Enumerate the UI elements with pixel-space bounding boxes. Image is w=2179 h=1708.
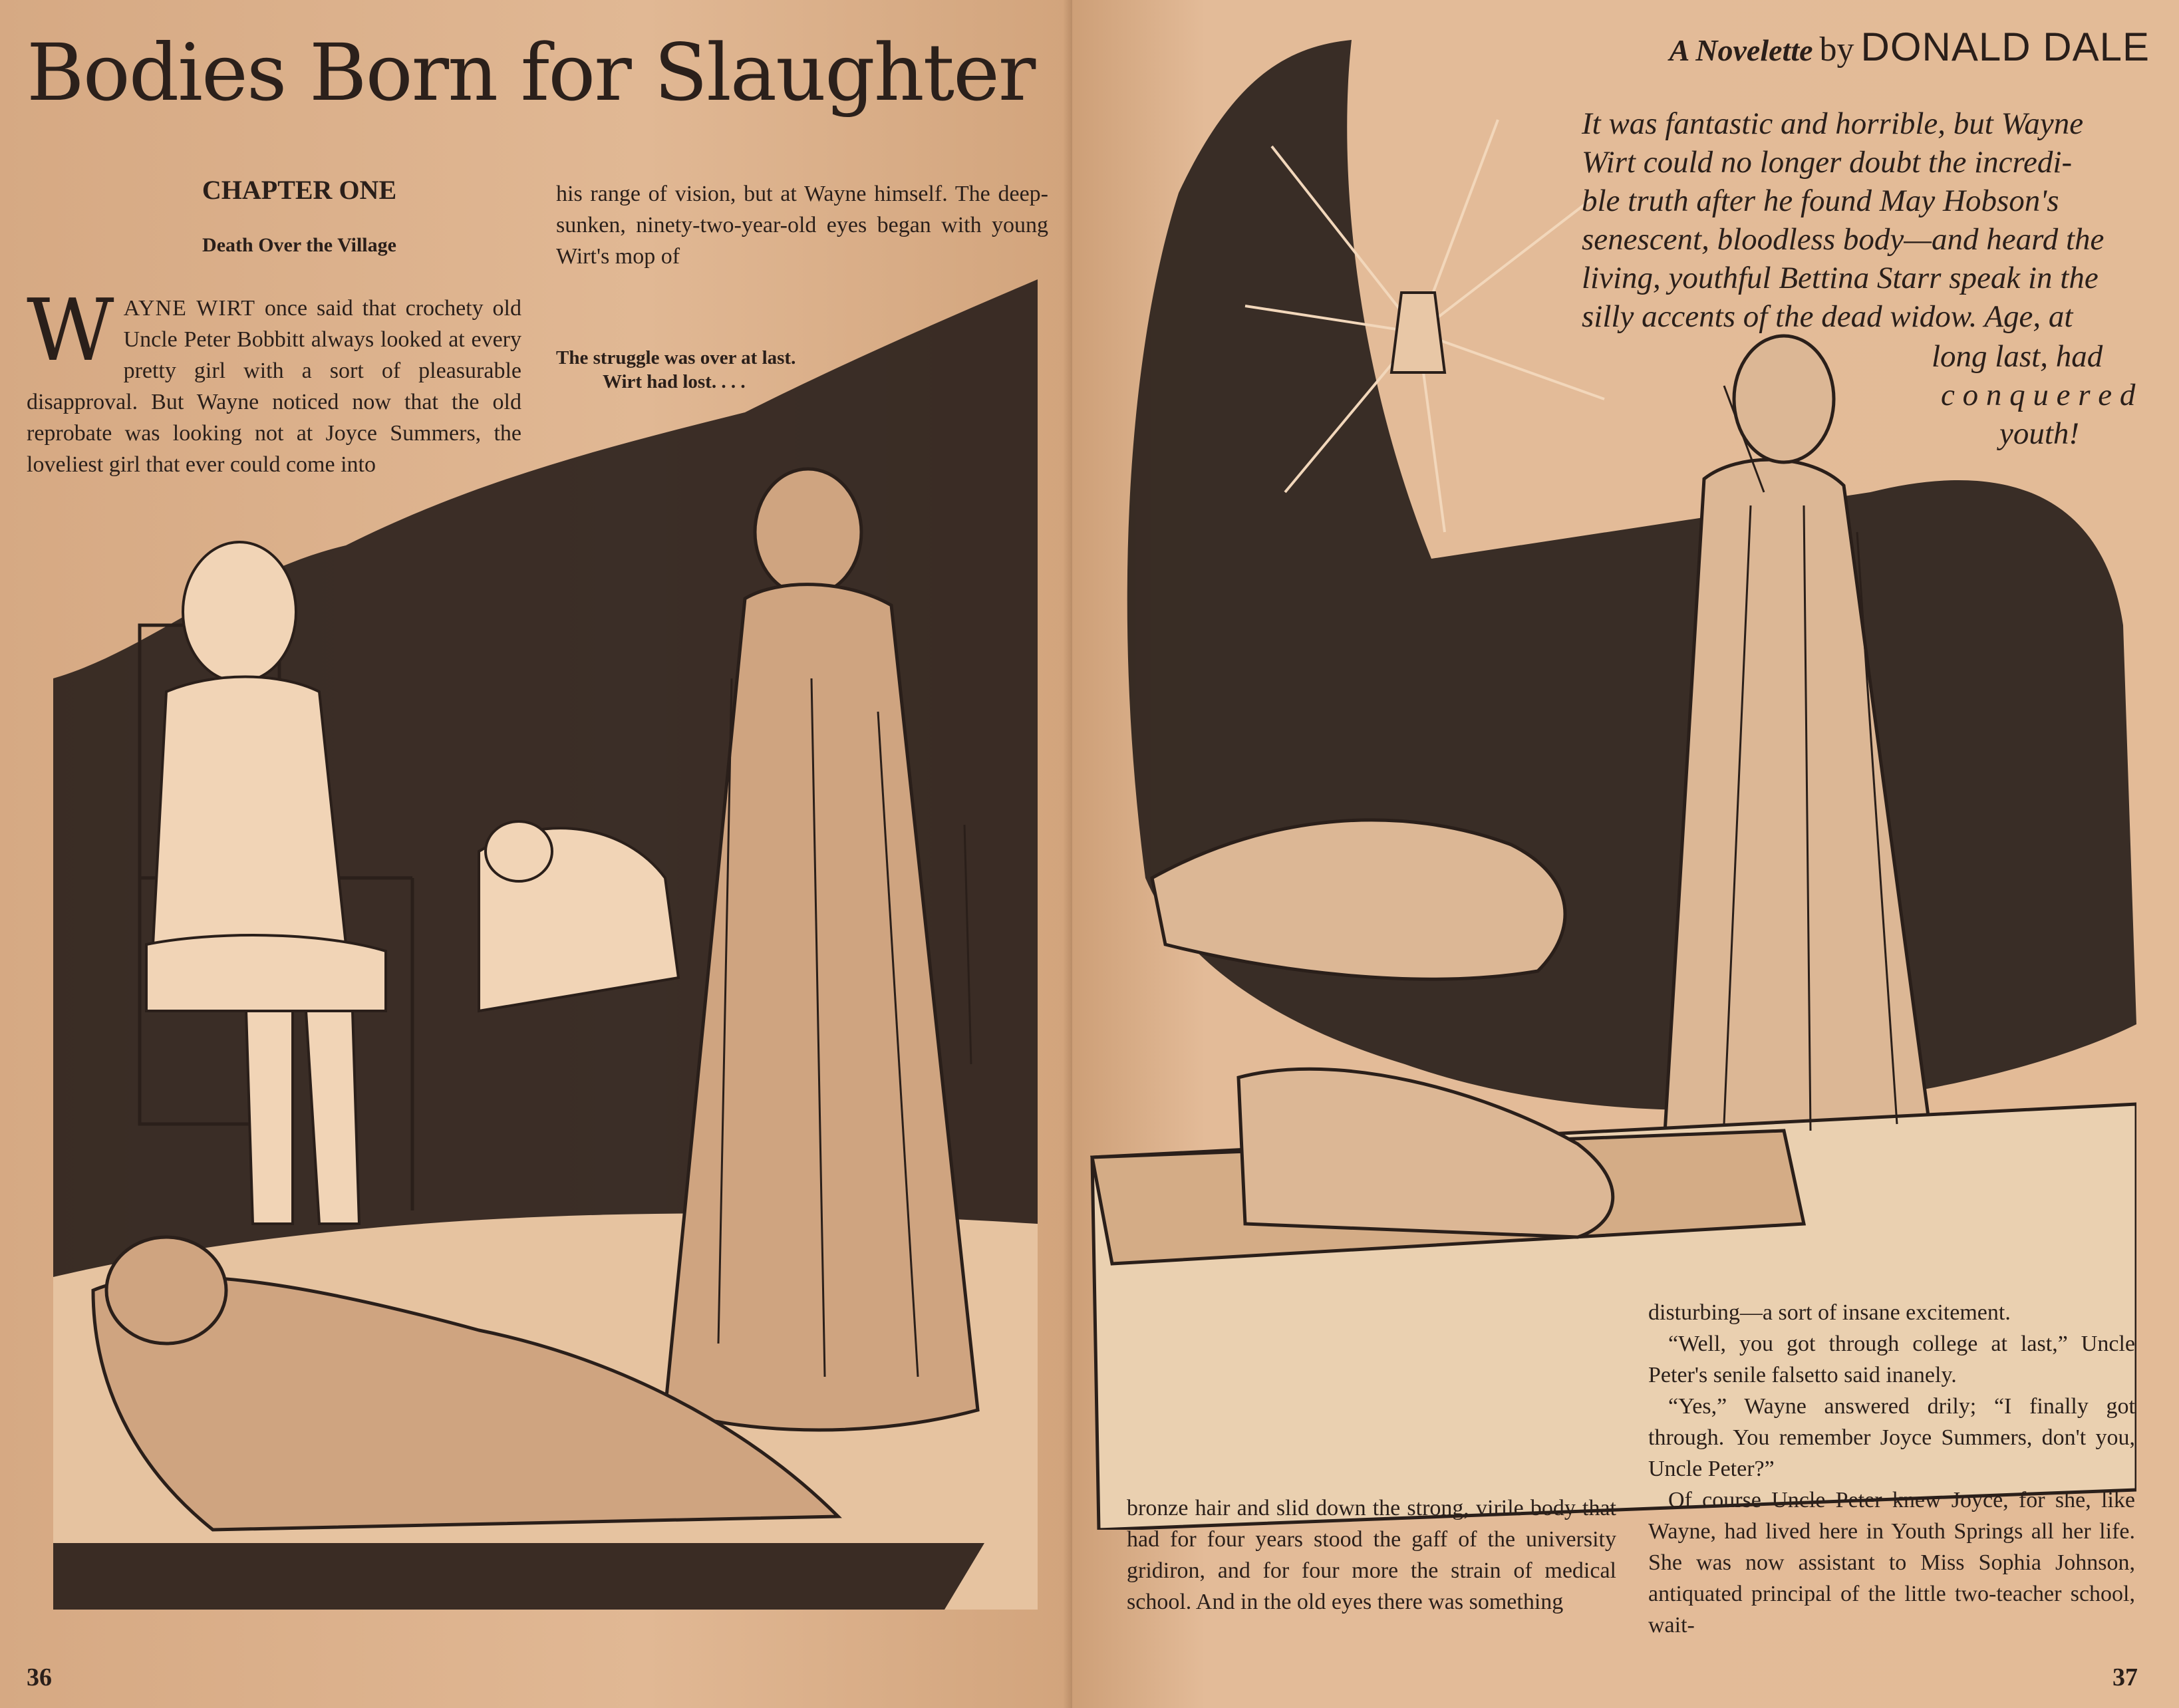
teaser-line: living, youthful Bettina Starr speak in the bbox=[1582, 261, 2099, 295]
byline bbox=[1670, 24, 2150, 70]
page-number: 37 bbox=[2112, 1663, 2138, 1691]
chapter-heading: CHAPTER ONE bbox=[202, 175, 397, 205]
teaser-line: Wirt could no longer doubt the incredi- bbox=[1582, 145, 2073, 180]
drop-cap: W bbox=[27, 281, 114, 380]
caption-line: Wirt had lost. . . . bbox=[603, 371, 746, 392]
paragraph-text: bronze hair and slid down the strong, virile body that had for four years stood the gaff of the university gridiron, and for four more the strain of medical school. And in the old eyes there was something bbox=[1127, 1496, 1616, 1614]
left-illustration bbox=[13, 279, 1051, 1649]
teaser-line: c o n q u e r e d bbox=[1941, 378, 2136, 412]
paragraph-text: “Yes,” Wayne answered drily; “I finally got through. You remember Joyce Summers, don't you, Uncle Peter?” bbox=[1648, 1394, 2135, 1481]
paragraph-text: “Well, you got through college at last,” Uncle Peter's senile falsetto said inanely. bbox=[1648, 1332, 2135, 1387]
teaser-line: long last, had bbox=[1932, 339, 2103, 374]
by-label: by bbox=[1819, 31, 1854, 69]
author-name: DONALD DALE bbox=[1860, 25, 2150, 69]
teaser-line: It was fantastic and horrible, but Wayne bbox=[1582, 106, 2084, 141]
chapter-subtitle: Death Over the Village bbox=[202, 234, 396, 256]
right-column-2 bbox=[1648, 1297, 2135, 1641]
paragraph-text: his range of vision, but at Wayne himself. The deep-sunken, ninety-two-year-old eyes began with young Wirt's mop of bbox=[556, 182, 1048, 269]
paragraph-text: Of course Uncle Peter knew Joyce, for she, like Wayne, had lived here in Youth Springs all her life. She was now assistant to Miss Sophia Johnson, antiquated principal of the little two-teacher school, wait- bbox=[1648, 1488, 2135, 1637]
left-page bbox=[0, 0, 1072, 1708]
left-column-2 bbox=[556, 178, 1048, 272]
page-number: 36 bbox=[27, 1663, 52, 1691]
caption-line: The struggle was over at last. bbox=[556, 347, 796, 368]
paragraph-text: disturbing—a sort of insane excitement. bbox=[1648, 1300, 2011, 1325]
teaser-line: silly accents of the dead widow. Age, at bbox=[1582, 299, 2073, 334]
right-column-1 bbox=[1127, 1493, 1616, 1618]
right-page bbox=[1072, 0, 2179, 1708]
paragraph-text: once said that crochety old Uncle Peter Bobbitt always looked at every pretty girl with a sort of pleasurable disapproval. But Wayne noticed now that the old reprobate was looking not at Joyce Summers, the loveliest girl that ever could come into bbox=[27, 296, 522, 477]
teaser-line: ble truth after he found May Hobson's bbox=[1582, 184, 2059, 218]
lead-in: AYNE WIRT bbox=[123, 296, 255, 321]
teaser-line: youth! bbox=[1999, 416, 2080, 451]
teaser-line: senescent, bloodless body—and heard the bbox=[1582, 222, 2105, 257]
novelette-label: A Novelette bbox=[1669, 33, 1813, 67]
story-title: Bodies Born for Slaughter bbox=[27, 27, 1035, 118]
